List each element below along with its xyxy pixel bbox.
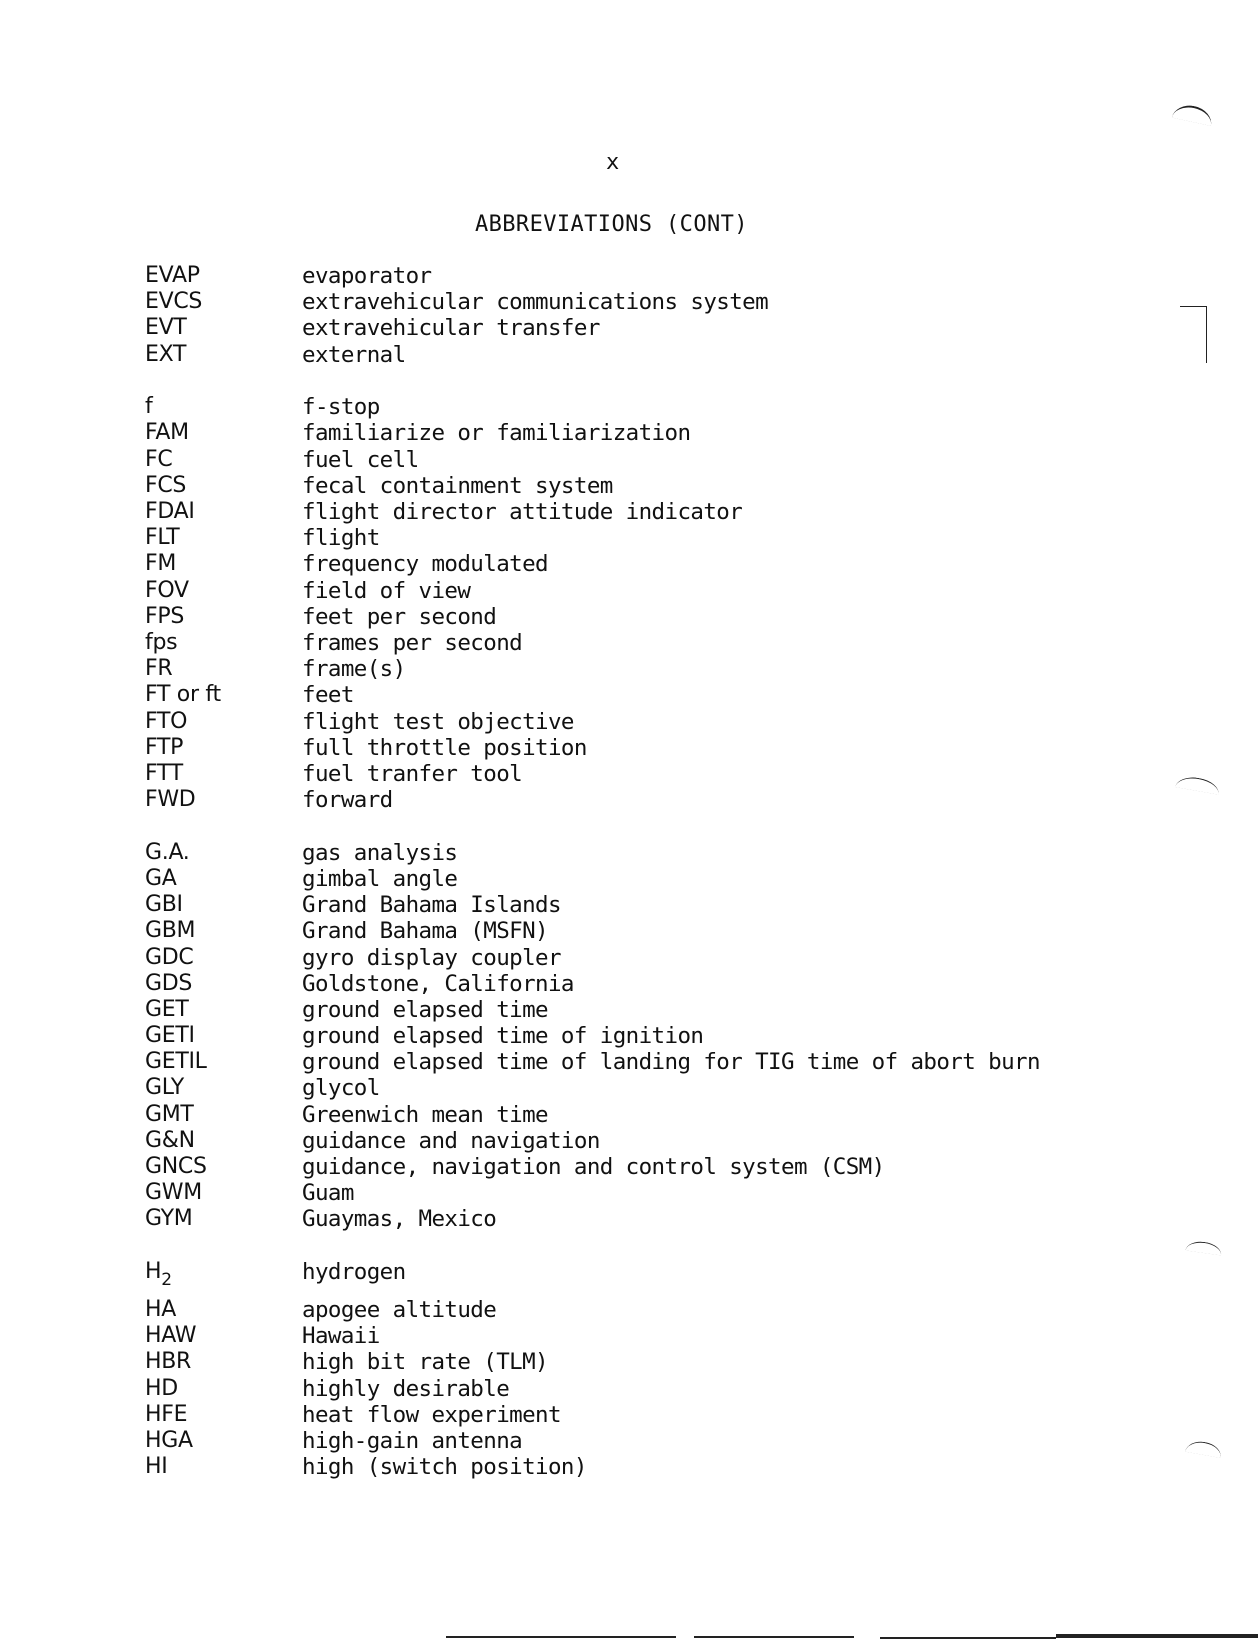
abbreviation-term: FPS	[145, 603, 184, 629]
abbreviation-definition: Guam	[302, 1180, 354, 1207]
abbreviation-definition: guidance and navigation	[302, 1127, 600, 1154]
abbreviation-definition: ground elapsed time of landing for TIG time of abort burn	[302, 1049, 1040, 1076]
abbreviation-term: HD	[145, 1375, 178, 1401]
abbreviation-term: EXT	[145, 341, 187, 367]
abbreviation-row	[145, 840, 1145, 866]
abbreviation-row	[145, 1180, 1145, 1206]
abbreviation-row	[145, 1428, 1145, 1454]
abbreviation-row	[145, 447, 1145, 473]
abbreviation-row	[145, 473, 1145, 499]
abbreviation-definition: apogee altitude	[302, 1297, 497, 1324]
abbreviation-definition: flight	[302, 525, 380, 552]
scan-mark	[1185, 1240, 1222, 1256]
abbreviation-definition: f-stop	[302, 394, 380, 421]
abbreviation-term: GYM	[145, 1206, 193, 1232]
abbreviation-definition: extravehicular transfer	[302, 315, 600, 342]
abbreviation-term: HGA	[145, 1428, 193, 1453]
abbreviation-row	[145, 315, 1145, 341]
abbreviation-term: GBM	[145, 918, 196, 944]
abbreviation-row	[145, 1259, 1145, 1297]
scan-mark	[1185, 1439, 1223, 1458]
bottom-edge-rule	[880, 1637, 1056, 1639]
abbreviation-row	[145, 1023, 1145, 1049]
abbreviation-row	[145, 289, 1145, 315]
abbreviation-row	[145, 551, 1145, 577]
abbreviation-row	[145, 1154, 1145, 1180]
abbreviation-row	[145, 604, 1145, 630]
abbreviation-definition: feet	[302, 682, 354, 709]
abbreviation-term: GETI	[145, 1023, 195, 1049]
abbreviation-row	[145, 1297, 1145, 1323]
scan-mark	[1175, 774, 1221, 794]
abbreviation-term: EVCS	[145, 289, 203, 315]
abbreviation-row	[145, 892, 1145, 918]
abbreviation-definition: Grand Bahama (MSFN)	[302, 918, 548, 945]
abbreviation-term	[145, 1259, 302, 1297]
abbreviation-row	[145, 971, 1145, 997]
abbreviation-term: FWD	[145, 787, 196, 813]
abbreviation-row	[145, 866, 1145, 892]
abbreviation-definition: ground elapsed time	[302, 996, 548, 1023]
abbreviation-row	[145, 1323, 1145, 1349]
abbreviation-list	[145, 263, 1145, 1507]
abbreviation-term: FOV	[145, 577, 189, 603]
abbreviation-definition: hydrogen	[302, 1259, 406, 1286]
abbreviation-group-f	[145, 394, 1145, 813]
abbreviation-term: EVT	[145, 315, 187, 341]
abbreviation-row	[145, 1206, 1145, 1232]
abbreviation-definition: full throttle position	[302, 734, 587, 761]
abbreviation-definition: forward	[302, 787, 393, 814]
abbreviation-row	[145, 656, 1145, 682]
abbreviation-term: f	[145, 394, 153, 420]
abbreviation-definition: high-gain antenna	[302, 1428, 523, 1454]
abbreviation-definition: Greenwich mean time	[302, 1101, 548, 1128]
abbreviation-term: GBI	[145, 892, 183, 918]
abbreviation-term: FTO	[145, 708, 188, 734]
abbreviation-term: HI	[145, 1454, 168, 1480]
abbreviation-row	[145, 735, 1145, 761]
abbreviation-term: GMT	[145, 1101, 194, 1127]
abbreviation-definition: ground elapsed time of ignition	[302, 1023, 704, 1050]
abbreviation-term: GWM	[145, 1180, 202, 1206]
abbreviation-definition: familiarize or familiarization	[302, 420, 691, 447]
abbreviation-term: G.A.	[145, 839, 190, 865]
abbreviation-definition: high (switch position)	[302, 1454, 587, 1481]
abbreviation-row	[145, 1049, 1145, 1075]
abbreviation-definition: fecal containment system	[302, 472, 613, 499]
abbreviation-row	[145, 1075, 1145, 1101]
abbreviation-definition: highly desirable	[302, 1375, 510, 1402]
abbreviation-definition: fuel cell	[302, 446, 419, 473]
abbreviation-term: GA	[145, 865, 177, 891]
abbreviation-term: FAM	[145, 420, 189, 446]
abbreviation-term: FCS	[145, 472, 187, 498]
abbreviation-row	[145, 787, 1145, 813]
abbreviation-row	[145, 578, 1145, 604]
abbreviation-definition: frequency modulated	[302, 551, 548, 578]
abbreviation-row	[145, 709, 1145, 735]
abbreviation-definition: heat flow experiment	[302, 1401, 561, 1428]
abbreviation-term: GETIL	[145, 1049, 207, 1075]
abbreviation-group-h	[145, 1259, 1145, 1480]
abbreviation-term: HA	[145, 1297, 176, 1323]
abbreviation-definition: Guaymas, Mexico	[302, 1206, 497, 1233]
abbreviation-term: GET	[145, 996, 189, 1022]
abbreviation-term: FT or ft	[145, 682, 221, 708]
abbreviation-term: FTT	[145, 760, 183, 786]
abbreviation-term: FLT	[145, 525, 180, 551]
abbreviation-term: HBR	[145, 1349, 192, 1375]
abbreviation-definition: gyro display coupler	[302, 944, 561, 971]
abbreviation-definition: flight test objective	[302, 708, 574, 735]
abbreviation-row	[145, 1128, 1145, 1154]
abbreviation-definition: gimbal angle	[302, 865, 458, 892]
abbreviation-definition: field of view	[302, 577, 471, 604]
abbreviation-term: HFE	[145, 1401, 188, 1427]
abbreviation-definition: frames per second	[302, 629, 523, 656]
abbreviation-definition: Goldstone, California	[302, 970, 574, 997]
abbreviation-row	[145, 499, 1145, 525]
page-number: x	[606, 150, 620, 175]
bottom-edge-rule	[1056, 1634, 1258, 1638]
abbreviation-definition: evaporator	[302, 263, 432, 289]
abbreviation-term: G&N	[145, 1127, 195, 1153]
abbreviation-definition: feet per second	[302, 603, 497, 630]
abbreviation-row	[145, 1454, 1145, 1480]
abbreviation-definition: flight director attitude indicator	[302, 499, 743, 525]
abbreviation-row	[145, 342, 1145, 368]
abbreviation-group-g	[145, 840, 1145, 1233]
bottom-edge-rule	[694, 1636, 854, 1638]
abbreviation-group-e	[145, 263, 1145, 368]
abbreviation-row	[145, 420, 1145, 446]
abbreviation-definition: Grand Bahama Islands	[302, 892, 561, 919]
abbreviation-term: FTP	[145, 734, 184, 760]
abbreviation-term: FC	[145, 446, 173, 472]
abbreviation-term: GDS	[145, 970, 193, 996]
abbreviation-definition: frame(s)	[302, 656, 406, 683]
chemical-symbol: H	[145, 1259, 162, 1285]
abbreviation-term: FM	[145, 551, 177, 577]
abbreviation-row	[145, 945, 1145, 971]
abbreviation-definition: guidance, navigation and control system (CSM)	[302, 1154, 885, 1180]
abbreviation-row	[145, 630, 1145, 656]
abbreviation-term: HAW	[145, 1323, 197, 1349]
abbreviation-definition: external	[302, 341, 406, 368]
abbreviation-term: EVAP	[145, 263, 200, 288]
abbreviation-term: FR	[145, 656, 173, 682]
abbreviation-term: GNCS	[145, 1154, 207, 1179]
page-title: ABBREVIATIONS (CONT)	[475, 212, 748, 237]
abbreviation-row	[145, 1349, 1145, 1375]
abbreviation-row	[145, 918, 1145, 944]
chemical-subscript: 2	[161, 1270, 172, 1291]
abbreviation-term: FDAI	[145, 499, 195, 524]
abbreviation-row	[145, 1102, 1145, 1128]
abbreviation-row	[145, 997, 1145, 1023]
abbreviation-definition: fuel tranfer tool	[302, 760, 523, 787]
scan-mark	[1180, 306, 1207, 363]
abbreviation-term: GLY	[145, 1075, 184, 1101]
bottom-edge-rule	[446, 1636, 676, 1638]
scan-mark	[1172, 102, 1214, 126]
abbreviation-definition: Hawaii	[302, 1323, 380, 1350]
abbreviation-row	[145, 394, 1145, 420]
abbreviation-definition: gas analysis	[302, 839, 458, 866]
abbreviation-row	[145, 1376, 1145, 1402]
abbreviation-definition: glycol	[302, 1075, 380, 1102]
abbreviation-row	[145, 761, 1145, 787]
abbreviation-term: GDC	[145, 944, 194, 970]
abbreviation-definition: extravehicular communications system	[302, 289, 769, 316]
abbreviation-row	[145, 525, 1145, 551]
abbreviation-row	[145, 1402, 1145, 1428]
abbreviation-definition: high bit rate (TLM)	[302, 1349, 548, 1376]
abbreviation-row	[145, 682, 1145, 708]
abbreviation-term: fps	[145, 629, 178, 655]
abbreviation-row	[145, 263, 1145, 289]
